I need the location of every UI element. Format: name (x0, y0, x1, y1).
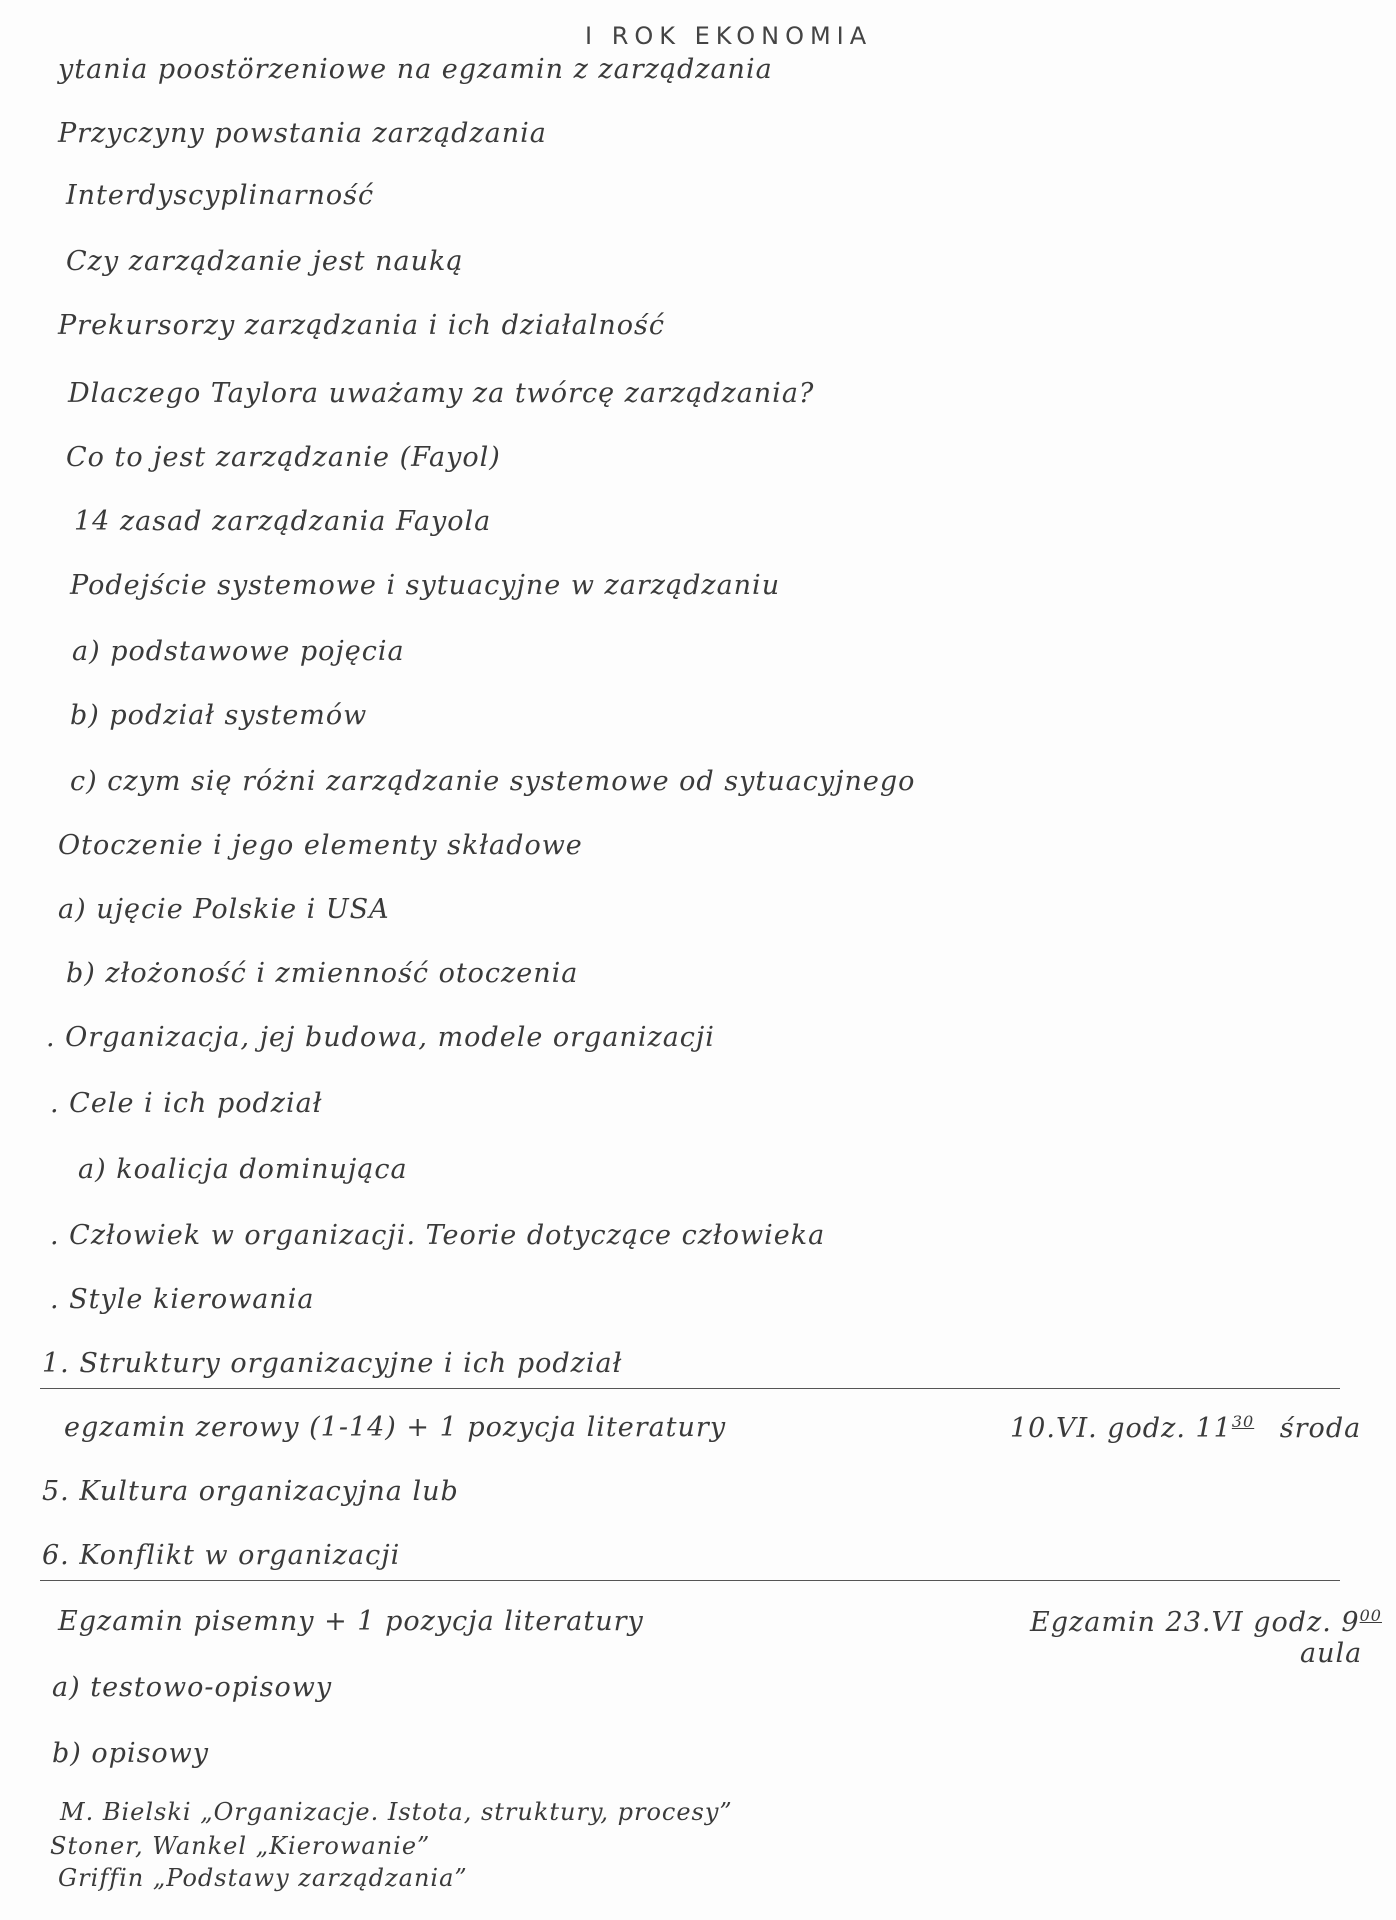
exam-form: a) testowo-opisowy (52, 1672, 333, 1703)
list-item: b) podział systemów (70, 700, 368, 731)
page-title: ytania poostörzeniowe na egzamin z zarządzania (58, 54, 773, 85)
exam-form: b) opisowy (52, 1738, 210, 1769)
exam-date: Egzamin 23.VI godz. $9^{00}$ (1030, 1606, 1382, 1638)
exam-date: 10.VI. godz. $11^{30}$ środa (1010, 1412, 1362, 1444)
literature-item: Griffin „Podstawy zarządzania” (58, 1864, 468, 1892)
list-item: Podejście systemowe i sytuacyjne w zarządzaniu (70, 570, 781, 601)
list-item: Prekursorzy zarządzania i ich działalność (58, 310, 665, 341)
list-item: . Style kierowania (50, 1284, 315, 1315)
list-item: c) czym się różni zarządzanie systemowe od sytuacyjnego (70, 766, 916, 797)
list-item: a) ujęcie Polskie i USA (58, 894, 390, 925)
literature-item: Stoner, Wankel „Kierowanie” (50, 1832, 431, 1860)
list-item: . Cele i ich podział (50, 1088, 323, 1119)
literature-item: M. Bielski „Organizacje. Istota, struktury, procesy” (60, 1798, 733, 1826)
list-item: 1. Struktury organizacyjne i ich podział (42, 1348, 623, 1379)
page-header: I ROK EKONOMIA (585, 22, 873, 50)
list-item: 6. Konflikt w organizacji (42, 1540, 401, 1571)
exam-note: Egzamin pisemny + 1 pozycja literatury (58, 1606, 644, 1637)
exam-note: egzamin zerowy (1-14) + 1 pozycja literatury (64, 1412, 727, 1443)
list-item: Dlaczego Taylora uważamy za twórcę zarządzania? (68, 378, 815, 409)
list-item: Przyczyny powstania zarządzania (58, 118, 547, 149)
list-item: b) złożoność i zmienność otoczenia (66, 958, 579, 989)
list-item: Otoczenie i jego elementy składowe (58, 830, 583, 861)
list-item: 5. Kultura organizacyjna lub (42, 1476, 459, 1507)
list-item: . Organizacja, jej budowa, modele organizacji (46, 1022, 715, 1053)
list-item: . Człowiek w organizacji. Teorie dotyczące człowieka (50, 1220, 826, 1251)
list-item: Czy zarządzanie jest nauką (66, 246, 464, 277)
list-item: a) podstawowe pojęcia (72, 636, 405, 667)
divider-line (40, 1580, 1340, 1581)
list-item: Interdyscyplinarność (66, 180, 375, 211)
list-item: 14 zasad zarządzania Fayola (74, 506, 492, 537)
list-item: a) koalicja dominująca (78, 1154, 408, 1185)
divider-line (40, 1388, 1340, 1389)
list-item: Co to jest zarządzanie (Fayol) (66, 442, 501, 473)
exam-place: aula (1300, 1638, 1363, 1669)
